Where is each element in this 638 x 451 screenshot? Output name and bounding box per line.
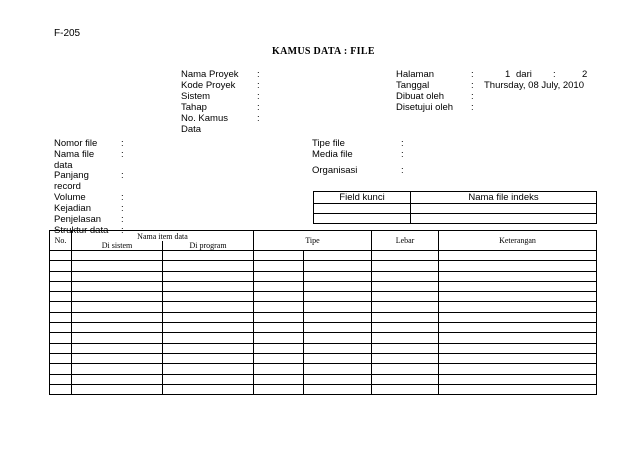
- sep-no-kamus: :: [257, 113, 260, 124]
- table-cell[interactable]: [304, 384, 372, 394]
- table-cell[interactable]: [254, 312, 304, 322]
- table-cell[interactable]: [304, 251, 372, 261]
- col-header-nama-item-data: Nama item data: [72, 231, 254, 242]
- page-total: 2: [582, 69, 588, 80]
- table-row: [50, 302, 597, 312]
- page-title: KAMUS DATA : FILE: [272, 46, 375, 57]
- col-header-tipe: Tipe: [254, 231, 372, 251]
- page-of-label: dari: [516, 69, 532, 80]
- table-row: [50, 333, 597, 343]
- sep-dibuat-oleh: :: [471, 91, 474, 102]
- label-disetujui-oleh: Disetujui oleh: [396, 102, 454, 113]
- table-cell[interactable]: [163, 364, 254, 374]
- table-cell[interactable]: [72, 281, 163, 291]
- label-kejadian: Kejadian: [54, 203, 91, 214]
- label-nama-file: Nama file: [54, 149, 95, 160]
- label-data: Data: [181, 124, 202, 135]
- sep-disetujui-oleh: :: [471, 102, 474, 113]
- table-cell[interactable]: [304, 353, 372, 363]
- index-row: [314, 214, 597, 224]
- table-cell[interactable]: [72, 364, 163, 374]
- table-cell[interactable]: [50, 281, 72, 291]
- table-cell[interactable]: [372, 343, 439, 353]
- table-cell[interactable]: [439, 384, 597, 394]
- index-row: [314, 204, 597, 214]
- label-panjang: Panjang: [54, 170, 89, 181]
- sep-nama-proyek: :: [257, 69, 260, 80]
- table-cell[interactable]: [372, 353, 439, 363]
- sep-kode-proyek: :: [257, 80, 260, 91]
- table-cell[interactable]: [50, 312, 72, 322]
- table-row: [50, 343, 597, 353]
- table-cell[interactable]: [254, 374, 304, 384]
- table-cell[interactable]: [439, 302, 597, 312]
- sep-volume: :: [121, 192, 124, 203]
- table-cell[interactable]: [163, 251, 254, 261]
- table-cell[interactable]: [50, 251, 72, 261]
- label-no-kamus: No. Kamus: [181, 113, 228, 124]
- sep-media-file: :: [401, 149, 404, 160]
- table-row: [50, 281, 597, 291]
- table-cell[interactable]: [372, 374, 439, 384]
- table-cell[interactable]: [439, 292, 597, 302]
- label-halaman: Halaman: [396, 69, 435, 80]
- label-panjang-record: record: [54, 181, 81, 192]
- table-cell[interactable]: [50, 333, 72, 343]
- table-cell[interactable]: [163, 333, 254, 343]
- table-cell[interactable]: [372, 333, 439, 343]
- table-cell[interactable]: [254, 261, 304, 271]
- index-header-nama-file-indeks: Nama file indeks: [411, 192, 597, 204]
- table-cell[interactable]: [72, 323, 163, 333]
- table-cell[interactable]: [163, 312, 254, 322]
- table-cell[interactable]: [254, 343, 304, 353]
- label-dibuat-oleh: Dibuat oleh: [396, 91, 445, 102]
- table-cell[interactable]: [163, 353, 254, 363]
- table-cell[interactable]: [50, 323, 72, 333]
- table-row: [50, 251, 597, 261]
- label-tanggal: Tanggal: [396, 80, 430, 91]
- table-cell[interactable]: [439, 271, 597, 281]
- sep-tahap: :: [257, 102, 260, 113]
- table-cell[interactable]: [254, 333, 304, 343]
- table-cell[interactable]: [50, 384, 72, 394]
- table-cell[interactable]: [163, 292, 254, 302]
- table-row: [50, 261, 597, 271]
- table-cell[interactable]: [254, 302, 304, 312]
- sep-struktur-data: :: [121, 225, 124, 236]
- table-cell[interactable]: [304, 364, 372, 374]
- table-cell[interactable]: [163, 261, 254, 271]
- table-cell[interactable]: [372, 384, 439, 394]
- table-cell[interactable]: [372, 281, 439, 291]
- table-cell[interactable]: [72, 271, 163, 281]
- table-cell[interactable]: [439, 364, 597, 374]
- tanggal-value: Thursday, 08 July, 2010: [484, 80, 584, 91]
- table-cell[interactable]: [72, 353, 163, 363]
- sep-panjang: :: [121, 170, 124, 181]
- table-cell[interactable]: [439, 343, 597, 353]
- table-cell[interactable]: [372, 302, 439, 312]
- col-header-lebar: Lebar: [372, 231, 439, 251]
- table-cell[interactable]: [372, 292, 439, 302]
- table-cell[interactable]: [72, 261, 163, 271]
- page-sep: :: [553, 69, 556, 80]
- table-cell[interactable]: [439, 312, 597, 322]
- table-cell[interactable]: [72, 384, 163, 394]
- label-sistem: Sistem: [181, 91, 211, 102]
- label-kode-proyek: Kode Proyek: [181, 80, 236, 91]
- label-nama-file-data: data: [54, 160, 73, 171]
- table-cell[interactable]: [50, 292, 72, 302]
- table-cell[interactable]: [439, 323, 597, 333]
- table-cell[interactable]: [439, 353, 597, 363]
- table-cell[interactable]: [50, 271, 72, 281]
- table-cell[interactable]: [254, 364, 304, 374]
- label-volume: Volume: [54, 192, 86, 203]
- table-cell[interactable]: [50, 374, 72, 384]
- table-row: [50, 292, 597, 302]
- table-cell[interactable]: [163, 374, 254, 384]
- table-cell[interactable]: [372, 364, 439, 374]
- index-header-field-kunci: Field kunci: [314, 192, 411, 204]
- table-cell[interactable]: [304, 333, 372, 343]
- table-cell[interactable]: [163, 384, 254, 394]
- table-cell[interactable]: [304, 271, 372, 281]
- table-cell[interactable]: [72, 292, 163, 302]
- table-cell[interactable]: [304, 292, 372, 302]
- table-cell[interactable]: [439, 251, 597, 261]
- table-cell[interactable]: [50, 343, 72, 353]
- index-table: [313, 191, 597, 224]
- table-row: [50, 271, 597, 281]
- table-cell[interactable]: [254, 323, 304, 333]
- label-organisasi: Organisasi: [312, 165, 358, 176]
- col-header-di-sistem: Di sistem: [72, 241, 163, 251]
- table-cell[interactable]: [439, 281, 597, 291]
- table-cell[interactable]: [163, 281, 254, 291]
- table-cell[interactable]: [439, 333, 597, 343]
- label-struktur-data: Struktur data: [54, 225, 109, 236]
- table-cell[interactable]: [372, 323, 439, 333]
- label-nomor-file: Nomor file: [54, 138, 98, 149]
- table-cell[interactable]: [163, 302, 254, 312]
- sep-nomor-file: :: [121, 138, 124, 149]
- table-cell[interactable]: [72, 333, 163, 343]
- label-media-file: Media file: [312, 149, 353, 160]
- sep-kejadian: :: [121, 203, 124, 214]
- page-current: 1: [505, 69, 511, 80]
- label-tahap: Tahap: [181, 102, 207, 113]
- table-cell[interactable]: [72, 343, 163, 353]
- table-cell[interactable]: [372, 261, 439, 271]
- table-cell[interactable]: [72, 374, 163, 384]
- table-cell[interactable]: [254, 281, 304, 291]
- sep-tanggal: :: [471, 80, 474, 91]
- table-cell[interactable]: [372, 312, 439, 322]
- table-row: [50, 374, 597, 384]
- table-cell[interactable]: [304, 261, 372, 271]
- table-cell[interactable]: [50, 353, 72, 363]
- table-cell[interactable]: [163, 271, 254, 281]
- table-cell[interactable]: [254, 271, 304, 281]
- table-row: [50, 353, 597, 363]
- table-cell[interactable]: [72, 312, 163, 322]
- table-cell[interactable]: [304, 312, 372, 322]
- table-cell[interactable]: [304, 302, 372, 312]
- table-cell[interactable]: [50, 302, 72, 312]
- sep-nama-file: :: [121, 149, 124, 160]
- table-cell[interactable]: [372, 271, 439, 281]
- label-penjelasan: Penjelasan: [54, 214, 102, 225]
- col-header-keterangan: Keterangan: [439, 231, 597, 251]
- form-code: F-205: [54, 28, 81, 39]
- table-cell[interactable]: [304, 343, 372, 353]
- table-cell[interactable]: [254, 251, 304, 261]
- table-cell[interactable]: [372, 251, 439, 261]
- table-cell[interactable]: [50, 364, 72, 374]
- table-cell[interactable]: [254, 353, 304, 363]
- sep-halaman: :: [471, 69, 474, 80]
- table-cell[interactable]: [439, 261, 597, 271]
- table-row: [50, 323, 597, 333]
- sep-penjelasan: :: [121, 214, 124, 225]
- sep-sistem: :: [257, 91, 260, 102]
- col-header-di-program: Di program: [163, 241, 254, 251]
- sep-organisasi: :: [401, 165, 404, 176]
- table-cell[interactable]: [439, 374, 597, 384]
- table-cell[interactable]: [163, 343, 254, 353]
- item-data-table: [49, 230, 597, 395]
- table-row: [50, 384, 597, 394]
- table-row: [50, 364, 597, 374]
- table-cell[interactable]: [72, 251, 163, 261]
- col-header-no: No.: [50, 231, 72, 251]
- table-cell[interactable]: [72, 302, 163, 312]
- label-nama-proyek: Nama Proyek: [181, 69, 239, 80]
- table-cell[interactable]: [163, 323, 254, 333]
- table-row: [50, 312, 597, 322]
- table-cell[interactable]: [304, 323, 372, 333]
- sep-tipe-file: :: [401, 138, 404, 149]
- table-cell[interactable]: [304, 281, 372, 291]
- label-tipe-file: Tipe file: [312, 138, 345, 149]
- table-cell[interactable]: [304, 374, 372, 384]
- table-cell[interactable]: [254, 384, 304, 394]
- table-cell[interactable]: [254, 292, 304, 302]
- table-cell[interactable]: [50, 261, 72, 271]
